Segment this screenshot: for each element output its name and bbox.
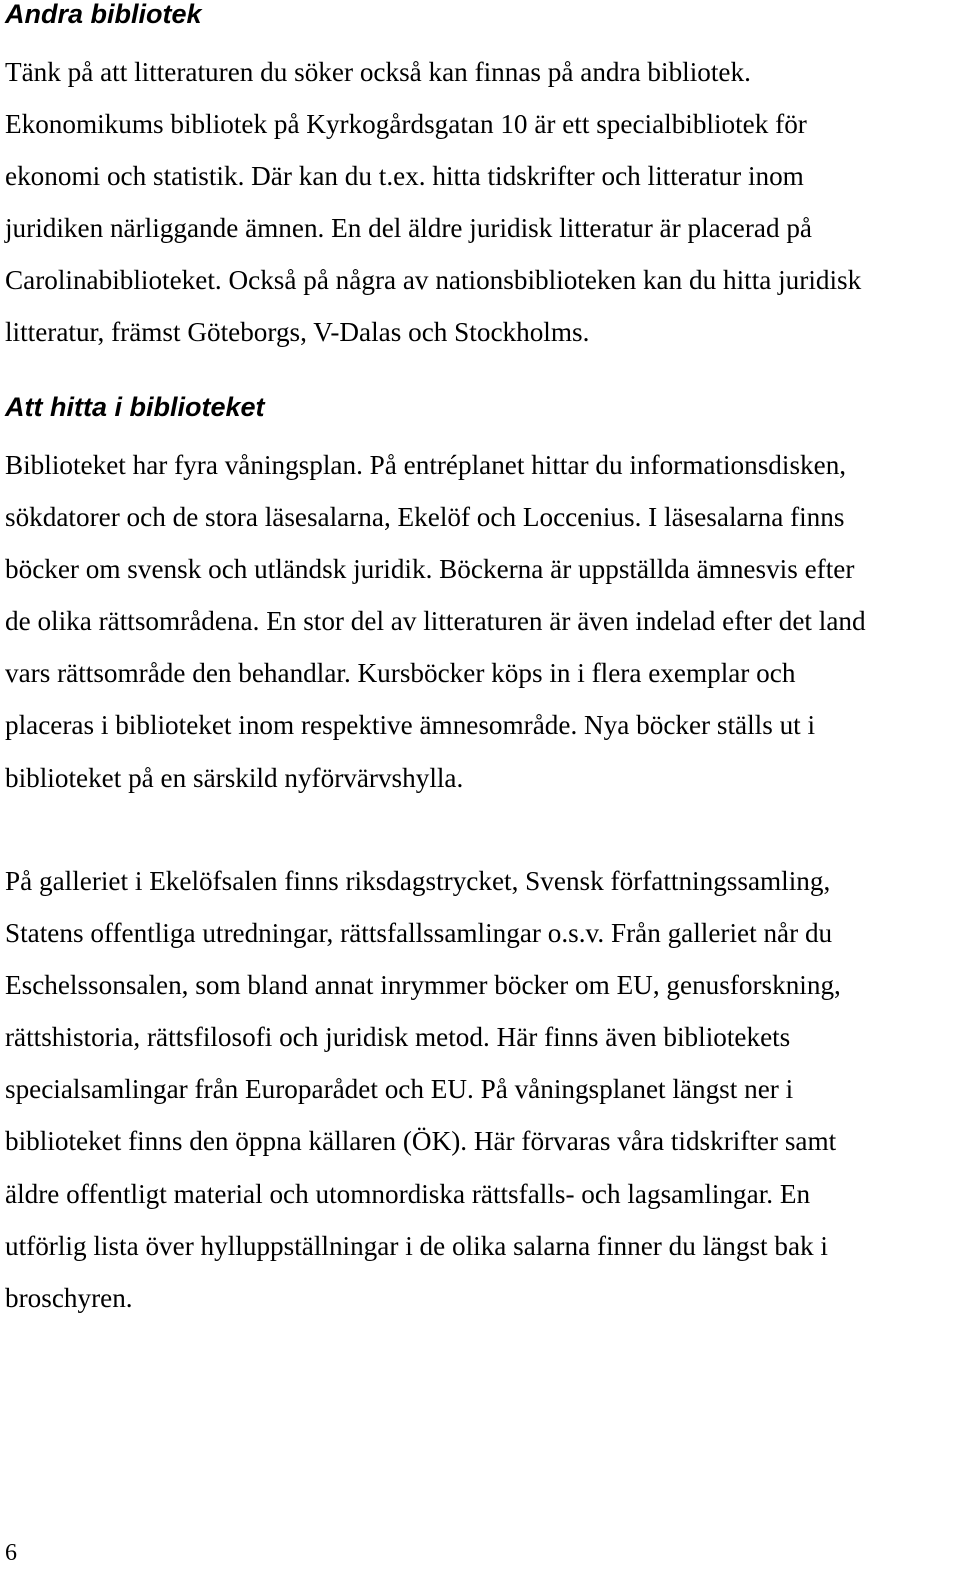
text-line: Statens offentliga utredningar, rättsfallssamlingar o.s.v. Från galleriet når du (5, 918, 833, 949)
text-line: Ekonomikums bibliotek på Kyrkogårdsgatan 10 är ett specialbibliotek för (5, 109, 807, 140)
text-line: Biblioteket har fyra våningsplan. På entréplanet hittar du informationsdisken, (5, 450, 847, 480)
text-line: litteratur, främst Göteborgs, V-Dalas och Stockholms. (5, 317, 590, 348)
text-line: Eschelssonsalen, som bland annat inrymmer böcker om EU, genusforskning, (5, 970, 841, 1001)
text-line: biblioteket finns den öppna källaren (ÖK). Här förvaras våra tidskrifter samt (5, 1126, 837, 1157)
text-line: placeras i biblioteket inom respektive ämnesområde. Nya böcker ställs ut i (5, 710, 816, 741)
section-heading-andra-bibliotek: Andra bibliotek (5, 0, 202, 29)
text-line: utförlig lista över hylluppställningar i de olika salarna finner du längst bak i (5, 1230, 828, 1261)
text-line: Carolinabiblioteket. Också på några av nationsbiblioteken kan du hitta juridisk (5, 265, 862, 296)
text-line: biblioteket på en särskild nyförvärvshylla. (5, 762, 464, 793)
text-line: sökdatorer och de stora läsesalarna, Ekelöf och Loccenius. I läsesalarna finns (5, 502, 845, 533)
text-line: specialsamlingar från Europarådet och EU. På våningsplanet längst ner i (5, 1074, 794, 1105)
paragraph-galleriet (5, 855, 960, 1324)
text-line: rättshistoria, rättsfilosofi och juridisk metod. Här finns även bibliotekets (5, 1022, 791, 1053)
text-line: broschyren. (5, 1282, 133, 1313)
paragraph-vaningsplan (5, 439, 960, 804)
paragraph-andra-bibliotek (5, 46, 960, 359)
text-line: äldre offentligt material och utomnordiska rättsfalls- och lagsamlingar. En (5, 1178, 811, 1209)
text-line: Tänk på att litteraturen du söker också kan finnas på andra bibliotek. (5, 57, 751, 87)
text-line: ekonomi och statistik. Där kan du t.ex. hitta tidskrifter och litteratur inom (5, 161, 804, 192)
section-heading-att-hitta: Att hitta i biblioteket (5, 392, 265, 422)
text-line: juridiken närliggande ämnen. En del äldre juridisk litteratur är placerad på (5, 213, 812, 244)
text-line: vars rättsområde den behandlar. Kursböcker köps in i flera exemplar och (5, 658, 796, 689)
text-line: de olika rättsområdena. En stor del av litteraturen är även indelad efter det land (5, 606, 866, 637)
text-line: På galleriet i Ekelöfsalen finns riksdagstrycket, Svensk författningssamling, (5, 866, 831, 896)
text-line: böcker om svensk och utländsk juridik. Böckerna är uppställda ämnesvis efter (5, 554, 855, 585)
page-number: 6 (5, 1540, 17, 1566)
